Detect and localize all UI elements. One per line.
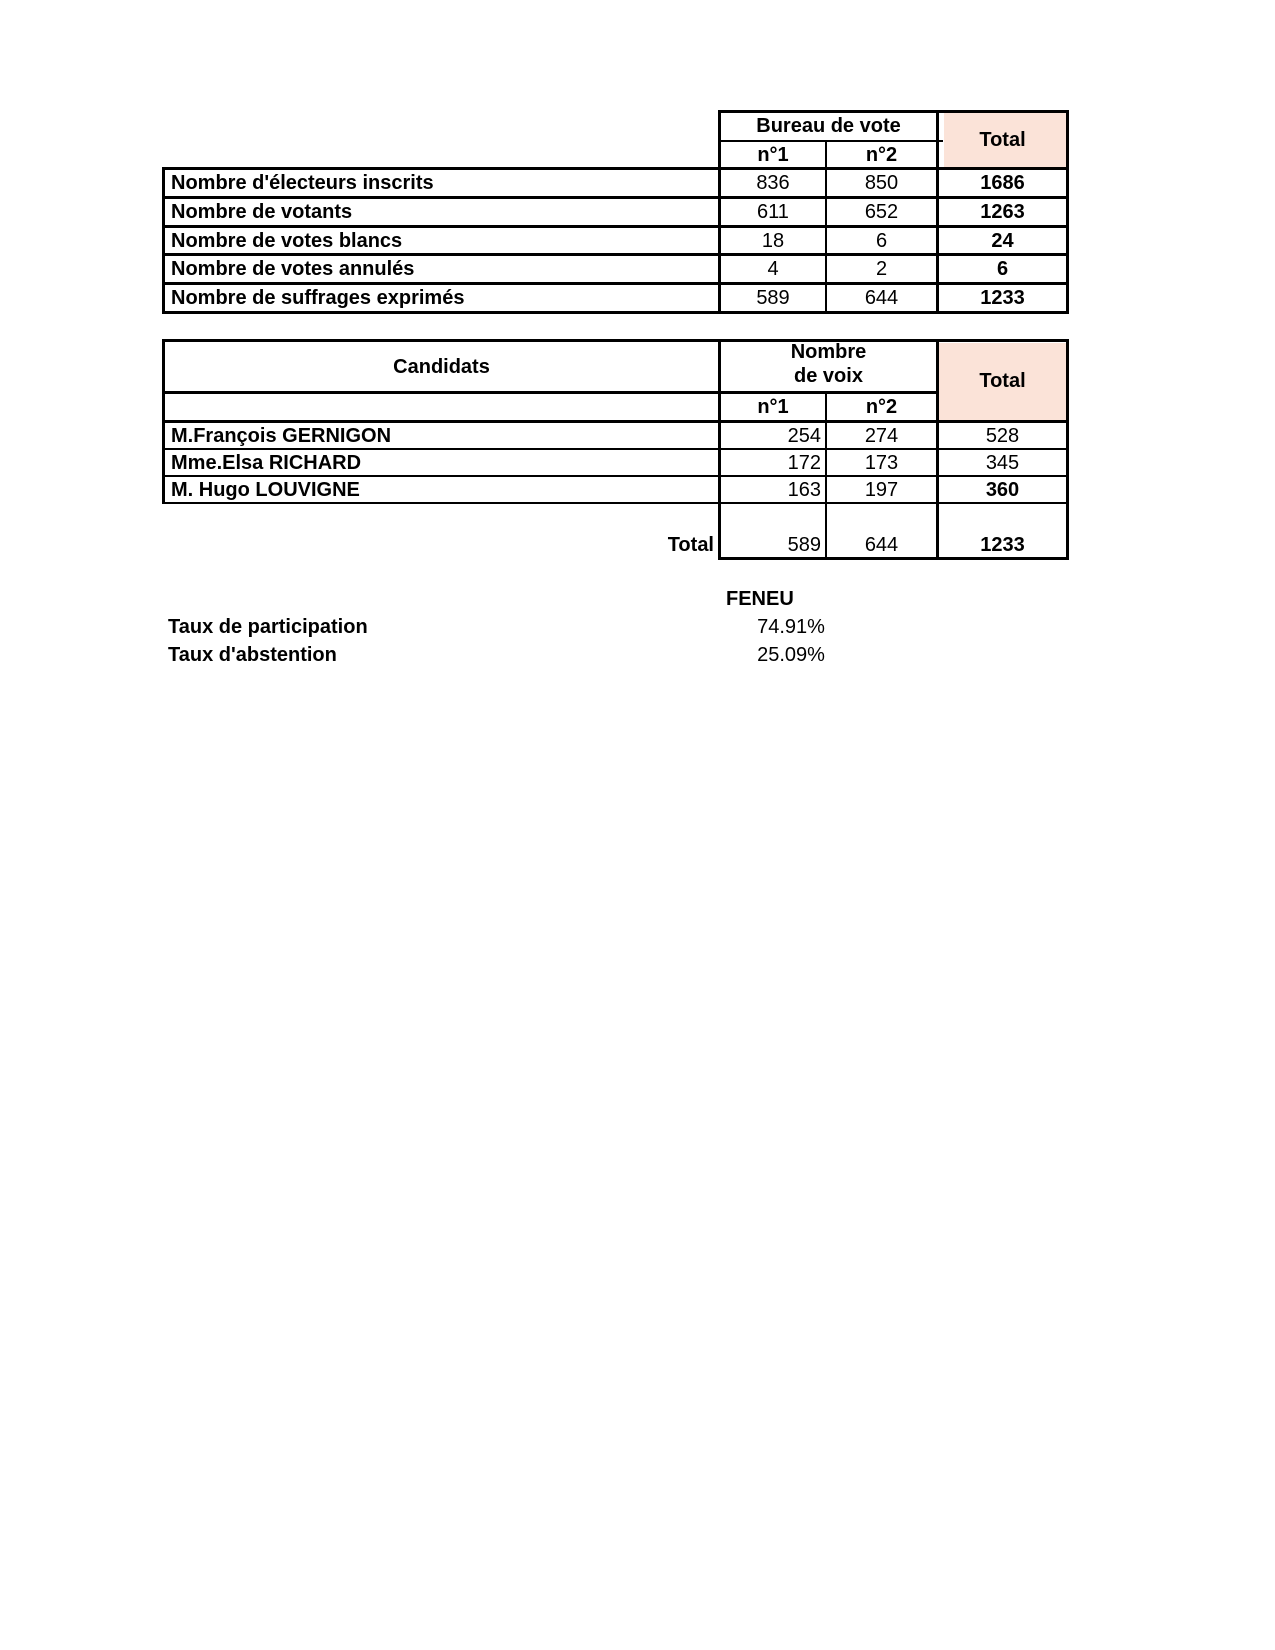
table-cell-total: 1686 [980, 172, 1025, 194]
candidate-name: Mme.Elsa RICHARD [171, 451, 362, 474]
table-cell-total: 1233 [980, 287, 1025, 309]
bureau-header: Bureau de vote [756, 115, 901, 137]
candidats-header: Candidats [393, 355, 490, 378]
table-cell-total: 1233 [980, 534, 1025, 556]
participation-value: 74.91% [757, 616, 825, 638]
voix-header-line1: Nombre [790, 340, 867, 363]
abstention-label: Taux d'abstention [168, 644, 337, 666]
table-row-label: Nombre de votes blancs [171, 229, 403, 252]
table-cell: 644 [864, 534, 899, 556]
candidate-name: M.François GERNIGON [171, 424, 392, 447]
voix-header-line2: de voix [794, 364, 863, 387]
table-cell-total: 1263 [980, 201, 1025, 223]
table-cell-total: 528 [985, 424, 1020, 447]
table-cell: 197 [864, 478, 899, 501]
table-cell: 589 [787, 534, 821, 556]
table-cell: 4 [767, 258, 779, 280]
table-row-label: Nombre de votes annulés [171, 258, 415, 280]
table-cell: 274 [864, 424, 899, 447]
bureau-col-1: n°1 [757, 143, 789, 166]
table-cell: 652 [864, 201, 899, 223]
table-cell: 2 [875, 258, 888, 280]
table-cell: 589 [756, 287, 790, 309]
table-cell: 173 [864, 451, 899, 474]
bureau-col-2: n°2 [865, 143, 898, 166]
table-cell-total: 6 [996, 258, 1009, 280]
table-cell: 172 [787, 451, 821, 474]
table-cell: 18 [761, 229, 785, 252]
candidats-total-header: Total [979, 370, 1026, 392]
participation-label: Taux de participation [168, 616, 368, 638]
table-cell: 611 [757, 201, 789, 223]
table-row-label: Nombre de suffrages exprimés [171, 287, 465, 309]
total-row-label: Total [667, 534, 714, 556]
table-cell: 836 [756, 172, 790, 194]
abstention-value: 25.09% [757, 644, 825, 666]
table-cell: 163 [787, 478, 821, 501]
table-cell: 254 [787, 424, 821, 447]
table-cell: 6 [875, 229, 888, 252]
table-row-label: Nombre d'électeurs inscrits [171, 172, 434, 194]
table-cell: 850 [864, 172, 899, 194]
table-cell: 644 [864, 287, 899, 309]
candidats-col-1: n°1 [757, 396, 789, 418]
voix-header [721, 336, 936, 391]
candidate-name: M. Hugo LOUVIGNE [171, 478, 360, 501]
table-cell-total: 345 [985, 451, 1020, 474]
table-cell-total: 24 [991, 229, 1014, 252]
commune-name: FENEU [726, 588, 794, 610]
table-row-label: Nombre de votants [171, 201, 353, 223]
bureau-total-header: Total [979, 129, 1026, 151]
table-cell-total: 360 [985, 478, 1020, 501]
candidats-col-2: n°2 [865, 396, 898, 418]
